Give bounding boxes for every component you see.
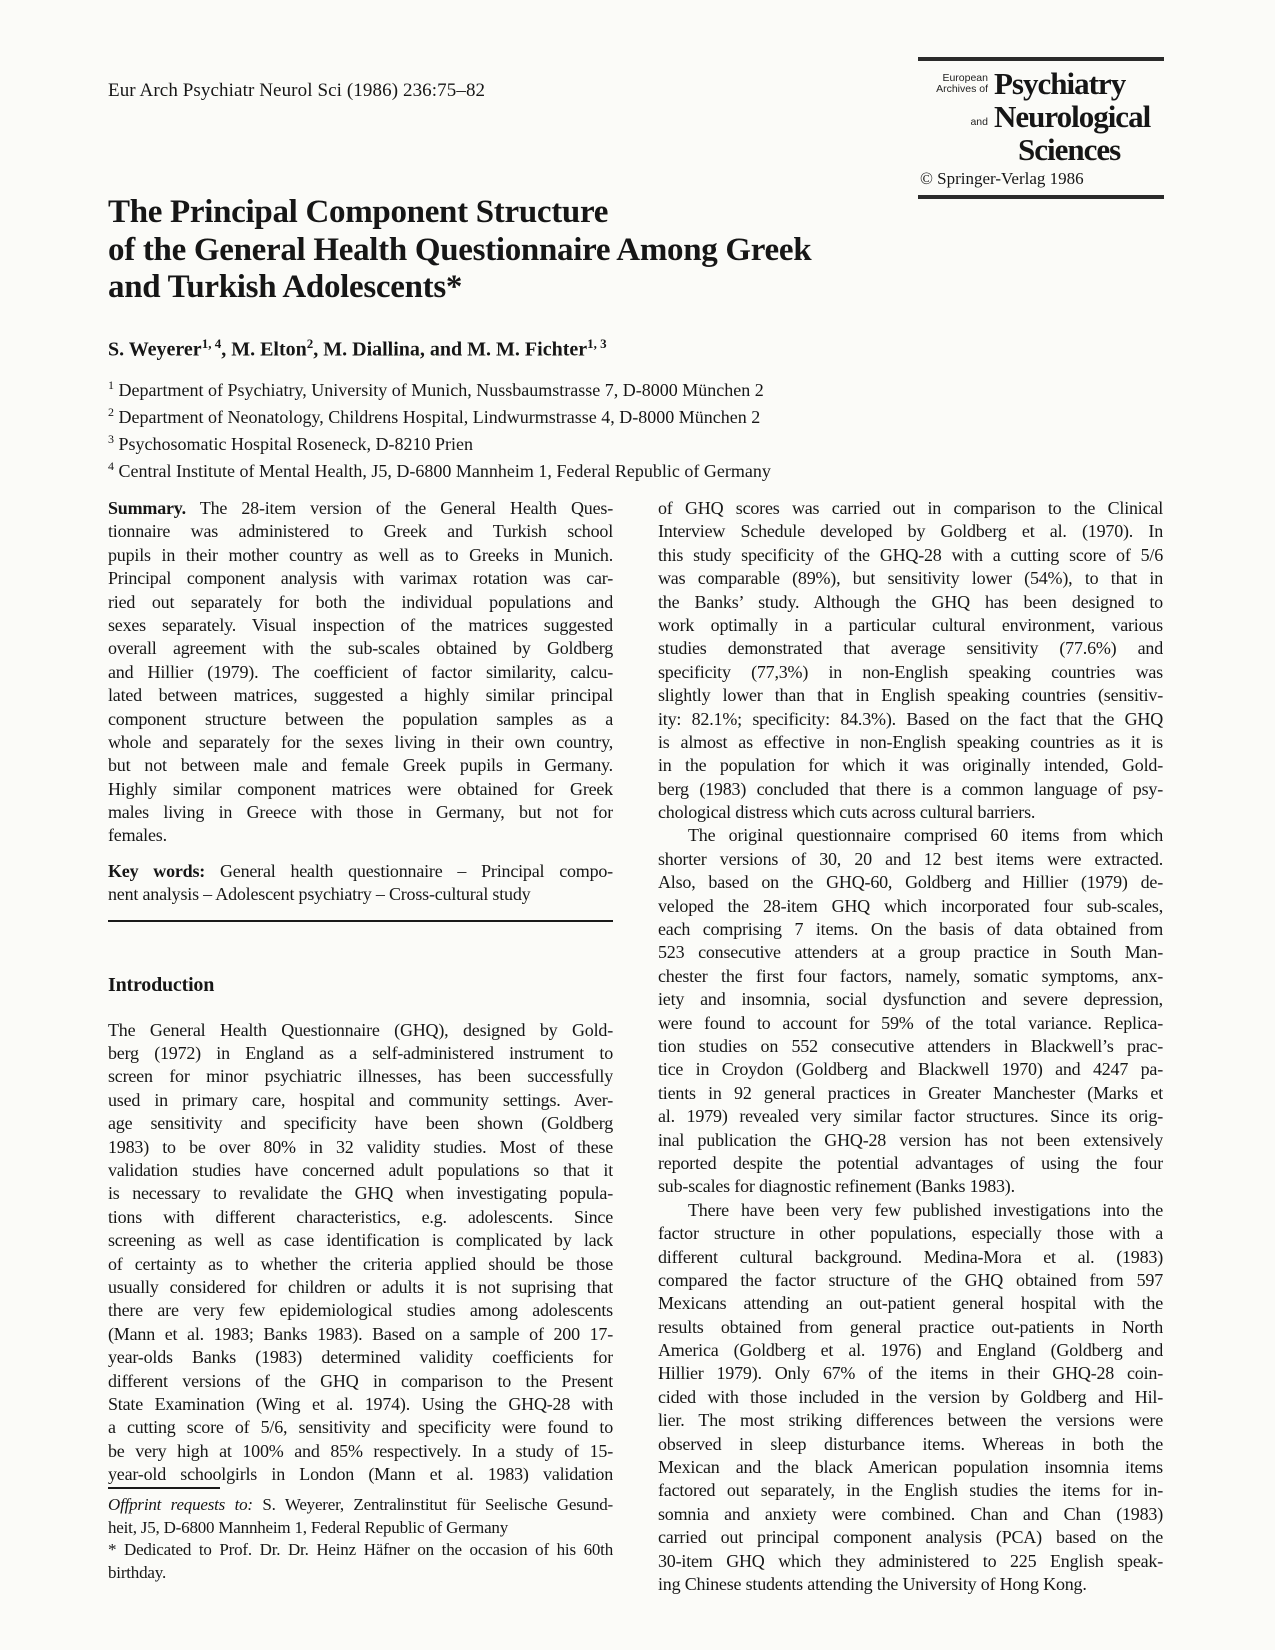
affiliation-text: Central Institute of Mental Health, J5, D-6800 Mannheim 1, Federal Republic of Germany: [118, 461, 771, 481]
affiliation-item: [108, 428, 771, 455]
text-line: veloped the 28-item GHQ which incorporated four sub-scales,: [658, 895, 1163, 916]
text-line: age sensitivity and specificity have been shown (Goldberg: [108, 1113, 613, 1134]
text-line: lated between matrices, suggested a highly similar principal: [108, 685, 613, 706]
text-line: somnia and anxiety were combined. Chan and Chan (1983): [658, 1503, 1163, 1524]
text-line: tients in 92 general practices in Greater Manchester (Marks et: [658, 1082, 1163, 1103]
body-paragraph-2: [658, 824, 1163, 1198]
text-line: year-old schoolgirls in London (Mann et al. 1983) validation: [108, 1464, 613, 1485]
text-line: 30-item GHQ which they administered to 225 English speak-: [658, 1550, 1163, 1571]
offprint-first-line: [108, 1494, 613, 1517]
logo-wordmark-psychiatry: Psychiatry: [994, 66, 1126, 101]
text-line: work optimally in a particular cultural environment, various: [658, 614, 1163, 635]
text-line: the Banks’ study. Although the GHQ has been designed to: [658, 591, 1163, 612]
text-line: whole and separately for the sexes living in their own country,: [108, 731, 613, 752]
text-line: reported despite the potential advantages of using the four: [658, 1152, 1163, 1173]
keywords-label: Key words:: [108, 860, 206, 881]
text-line: is necessary to revalidate the GHQ when investigating popula-: [108, 1183, 613, 1204]
copyright-line: © Springer-Verlag 1986: [920, 169, 1084, 188]
footnote-rule: [108, 1487, 220, 1489]
section-divider-rule: [108, 920, 613, 922]
text-line: Also, based on the GHQ-60, Goldberg and Hillier (1979) de-: [658, 872, 1163, 893]
summary-paragraph: [108, 497, 613, 848]
text-line: ity: 82.1%; specificity: 84.3%). Based on the fact that the GHQ: [658, 708, 1163, 729]
text-line: berg (1972) in England as a self-administered instrument to: [108, 1043, 613, 1064]
text-line: is almost as effective in non-English speaking countries as it is: [658, 731, 1163, 752]
affiliation-marker: 3: [108, 432, 114, 446]
dedication-note: [108, 1539, 613, 1584]
author-name: , M. Elton: [221, 338, 307, 361]
logo-and-label: and: [970, 116, 988, 128]
text-line: year-olds Banks (1983) determined validity coefficients for: [108, 1347, 613, 1368]
text-line: * Dedicated to Prof. Dr. Dr. Heinz Häfner on the occasion of his 60th: [108, 1540, 613, 1559]
text-line: inal publication the GHQ-28 version has not been extensively: [658, 1129, 1163, 1150]
text-line: Hillier 1979). Only 67% of the items in their GHQ-28 coin-: [658, 1363, 1163, 1384]
text-line: tions with different characteristics, e.g. adolescents. Since: [108, 1206, 613, 1227]
logo-top-rule: [918, 57, 1164, 61]
text-line: ing Chinese students attending the University of Hong Kong.: [658, 1573, 1087, 1594]
text-line: males living in Greece with those in Germany, but not for: [108, 802, 613, 823]
body-paragraph-3: [658, 1199, 1163, 1597]
text-line: tion studies on 552 consecutive attenders in Blackwell’s prac-: [658, 1035, 1163, 1056]
paragraph-2-first-line: The original questionnaire comprised 60 items from which: [688, 825, 1163, 846]
logo-row-psychiatry: [918, 67, 1164, 100]
logo-wordmark-sciences: Sciences: [1018, 132, 1121, 167]
text-line: 1983) to be over 80% in 32 validity studies. Most of these: [108, 1136, 613, 1157]
text-line: in the population for which it was originally intended, Gold-: [658, 755, 1163, 776]
text-line: were found to account for 59% of the total variance. Replica-: [658, 1012, 1163, 1033]
author-affiliation-marker: 2: [306, 336, 314, 351]
text-line: cided with those included in the version by Goldberg and Hil-: [658, 1386, 1163, 1407]
text-line: this study specificity of the GHQ-28 with a cutting score of 5/6: [658, 544, 1163, 565]
text-line: factor structure in other populations, especially those with a: [658, 1223, 1163, 1244]
text-line: al. 1979) revealed very similar factor structures. Since its orig-: [658, 1106, 1163, 1127]
body-paragraph-1: [658, 497, 1163, 824]
summary-body-lines: [108, 520, 613, 847]
author-name: , M. Diallina, and M. M. Fichter: [313, 338, 588, 361]
introduction-lines: [108, 1019, 613, 1487]
article-title-line-2: of the General Health Questionnaire Among Greek: [108, 231, 812, 268]
summary-first-line: [108, 497, 613, 520]
affiliation-item: [108, 374, 771, 401]
text-line: tice in Croydon (Goldberg and Blackwell 1970) and 4247 pa-: [658, 1059, 1163, 1080]
offprint-label: Offprint requests to:: [108, 1495, 253, 1514]
logo-row-neurological: [918, 100, 1164, 133]
paragraph-1-lines: [658, 497, 1163, 824]
text-line: was comparable (89%), but sensitivity lower (54%), to that in: [658, 568, 1163, 589]
text-line: screen for minor psychiatric illnesses, has been successfully: [108, 1066, 613, 1087]
text-line: of GHQ scores was carried out in comparison to the Clinical: [658, 498, 1163, 518]
text-line: carried out principal component analysis (PCA) based on the: [658, 1527, 1163, 1548]
text-line: observed in sleep disturbance items. Whereas in both the: [658, 1433, 1163, 1454]
footnote-block: [108, 1487, 613, 1584]
text-line: but not between male and female Greek pupils in Germany.: [108, 755, 613, 776]
text-line: component structure between the population samples as a: [108, 708, 613, 729]
introduction-paragraph: [108, 1019, 613, 1487]
text-line: there are very few epidemiological studies among adolescents: [108, 1300, 613, 1321]
article-title: [108, 194, 811, 307]
logo-wordmark-neurological: Neurological: [994, 99, 1151, 134]
author-affiliation-marker: 1, 3: [587, 336, 607, 351]
paragraph-3-lines: [658, 1222, 1163, 1596]
authors-line: [108, 336, 607, 362]
text-line: usually considered for children or adults it is not suprising that: [108, 1276, 613, 1297]
text-line: Principal component analysis with varimax rotation was car-: [108, 568, 613, 589]
paragraph-3-first-line: There have been very few published investigations into the: [688, 1199, 1163, 1220]
text-line: chester the first four factors, namely, somatic symptoms, anx-: [658, 965, 1163, 986]
text-line: sexes separately. Visual inspection of the matrices suggested: [108, 614, 613, 635]
text-line: a cutting score of 5/6, sensitivity and specificity were found to: [108, 1417, 613, 1438]
logo-european-text: European: [942, 72, 988, 84]
offprint-first-line-text: S. Weyerer, Zentralinstitut für Seelische Gesund-: [252, 1495, 613, 1514]
introduction-heading: Introduction: [108, 973, 215, 996]
text-line: shorter versions of 30, 20 and 12 best items were extracted.: [658, 848, 1163, 869]
right-column: [658, 497, 1163, 1596]
text-line: heit, J5, D-6800 Mannheim 1, Federal Republic of Germany: [108, 1517, 509, 1537]
text-line: birthday.: [108, 1562, 166, 1582]
summary-first-line-text: The 28-item version of the General Health Ques-: [185, 498, 613, 518]
logo-row-sciences: [918, 133, 1164, 166]
text-line: be very high at 100% and 85% respectively. In a study of 15-: [108, 1440, 613, 1461]
paragraph-2-lines: [658, 848, 1163, 1199]
affiliation-marker: 2: [108, 405, 114, 419]
text-line: of certainty as to whether the criteria applied should be those: [108, 1253, 613, 1274]
dedication-lines: [108, 1539, 613, 1584]
journal-logo: [918, 57, 1164, 199]
affiliation-text: Department of Psychiatry, University of Munich, Nussbaumstrasse 7, D-8000 München 2: [118, 380, 764, 400]
author-name: S. Weyerer: [108, 338, 202, 361]
text-line: different cultural background. Medina-Mora et al. (1983): [658, 1246, 1163, 1267]
text-line: and Hillier (1979). The coefficient of factor similarity, calcu-: [108, 661, 613, 682]
affiliation-item: [108, 401, 771, 428]
journal-citation: Eur Arch Psychiatr Neurol Sci (1986) 236:75–82: [108, 80, 486, 101]
text-line: pupils in their mother country as well as to Greeks in Munich.: [108, 544, 613, 565]
text-line: 523 consecutive attenders at a group practice in South Man-: [658, 942, 1163, 963]
text-line: Mexicans attending an out-patient general hospital with the: [658, 1293, 1163, 1314]
text-line: validation studies have concerned adult populations so that it: [108, 1159, 613, 1180]
affiliation-marker: 4: [108, 459, 114, 473]
logo-archives-of-text: Archives of: [936, 83, 988, 95]
text-line: America (Goldberg et al. 1976) and England (Goldberg and: [658, 1340, 1163, 1361]
affiliation-item: [108, 455, 771, 482]
author-affiliation-marker: 1, 4: [201, 336, 222, 351]
keywords-paragraph: [108, 860, 613, 907]
text-line: (Mann et al. 1983; Banks 1983). Based on a sample of 200 17-: [108, 1323, 613, 1344]
text-line: Mexican and the black American population insomnia items: [658, 1457, 1163, 1478]
text-line: nent analysis – Adolescent psychiatry – Cross-cultural study: [108, 884, 531, 905]
text-line: Interview Schedule developed by Goldberg et al. (1970). In: [658, 521, 1163, 542]
offprint-requests-note: [108, 1494, 613, 1539]
offprint-lines: [108, 1517, 613, 1540]
text-line: females.: [108, 825, 167, 846]
text-line: slightly lower than that in English speaking countries (sensitiv-: [658, 685, 1163, 706]
affiliation-text: Psychosomatic Hospital Roseneck, D-8210 Prien: [118, 434, 473, 454]
text-line: each comprising 7 items. On the basis of data obtained from: [658, 919, 1163, 940]
text-line: The General Health Questionnaire (GHQ), designed by Gold-: [108, 1019, 613, 1040]
text-line: iety and insomnia, social dysfunction and severe depression,: [658, 989, 1163, 1010]
text-line: results obtained from general practice out-patients in North: [658, 1316, 1163, 1337]
summary-label: Summary.: [108, 498, 186, 518]
keywords-body-lines: [108, 883, 613, 906]
keywords-first-line-text: General health questionnaire – Principal compo-: [205, 860, 613, 881]
logo-spacer: [918, 161, 994, 166]
logo-bottom-rule: [918, 195, 1164, 199]
text-line: chological distress which cuts across cultural barriers.: [658, 802, 1036, 823]
text-line: ried out separately for both the individual populations and: [108, 591, 613, 612]
text-line: studies demonstrated that average sensitivity (77.6%) and: [658, 638, 1163, 659]
left-column: [108, 497, 613, 1486]
text-line: factored out separately, in the English studies the items for in-: [658, 1480, 1163, 1501]
affiliations: [108, 374, 771, 482]
text-line: sub-scales for diagnostic refinement (Banks 1983).: [658, 1176, 1015, 1197]
text-line: compared the factor structure of the GHQ obtained from 597: [658, 1269, 1163, 1290]
text-line: different versions of the GHQ in comparison to the Present: [108, 1370, 613, 1391]
logo-european-archives-label: [918, 73, 994, 100]
text-line: berg (1983) concluded that there is a common language of psy-: [658, 778, 1163, 799]
text-line: State Examination (Wing et al. 1974). Using the GHQ-28 with: [108, 1393, 613, 1414]
affiliation-marker: 1: [108, 378, 114, 392]
article-title-line-1: The Principal Component Structure: [108, 194, 609, 230]
text-line: used in primary care, hospital and community settings. Aver-: [108, 1089, 613, 1110]
article-title-line-3: and Turkish Adolescents*: [108, 269, 463, 305]
text-line: lier. The most striking differences between the versions were: [658, 1410, 1163, 1431]
affiliation-text: Department of Neonatology, Childrens Hospital, Lindwurmstrasse 4, D-8000 München 2: [118, 407, 761, 427]
text-line: screening as well as case identification is complicated by lack: [108, 1230, 613, 1251]
text-line: overall agreement with the sub-scales obtained by Goldberg: [108, 638, 613, 659]
keywords-first-line: [108, 860, 613, 883]
text-line: tionnaire was administered to Greek and Turkish school: [108, 521, 613, 542]
text-line: Highly similar component matrices were obtained for Greek: [108, 778, 613, 799]
text-line: specificity (77,3%) in non-English speaking countries was: [658, 661, 1163, 682]
